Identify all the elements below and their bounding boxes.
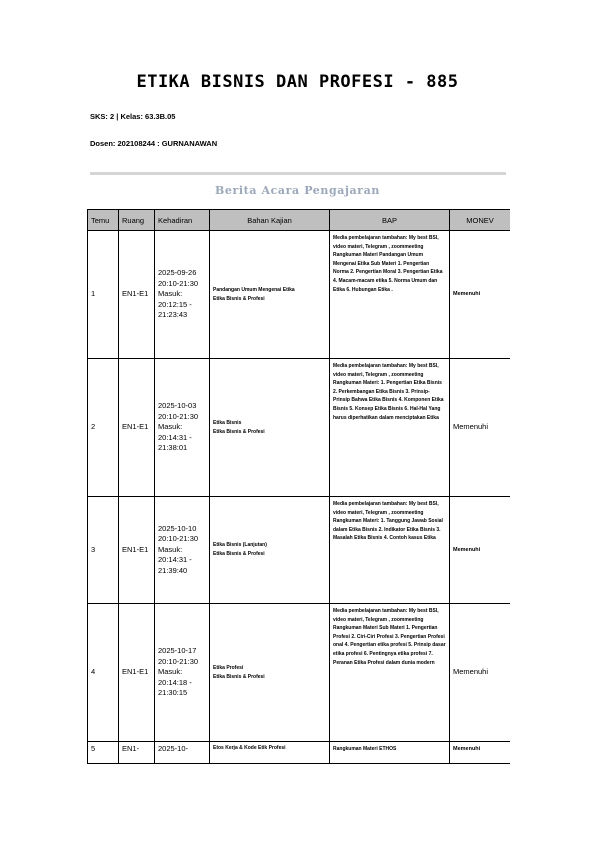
cell-ruang: EN1-E1: [119, 359, 155, 497]
cell-ruang: EN1-E1: [119, 231, 155, 359]
cell-temu: 2: [88, 359, 119, 497]
header-ruang: Ruang: [119, 210, 155, 231]
cell-temu: 5: [88, 742, 119, 764]
cell-ruang: EN1-: [119, 742, 155, 764]
cell-kehadiran: 2025-10-: [155, 742, 210, 764]
cell-ruang: EN1-E1: [119, 497, 155, 604]
cell-temu: 3: [88, 497, 119, 604]
cell-kehadiran: 2025-10-17 20:10-21:30 Masuk: 20:14:18 - 21:30:15: [155, 604, 210, 742]
table-row: [88, 604, 511, 742]
teaching-report-table: [87, 209, 510, 764]
table-row: [88, 231, 511, 359]
divider-rule: [90, 172, 506, 175]
cell-kehadiran: 2025-10-03 20:10-21:30 Masuk: 20:14:31 - 21:38:01: [155, 359, 210, 497]
header-kehadiran: Kehadiran: [155, 210, 210, 231]
cell-bahan-kajian: Etos Kerja & Kode Etik Profesi: [210, 742, 330, 764]
cell-bahan-kajian: Etika Bisnis Etika Bisnis & Profesi: [210, 359, 330, 497]
cell-bap: Media pembelajaran tambahan: My best BSI, video materi, Telegram , zoommeeting Rangkuman Materi: 1. Pengertian Etika Bisnis 2. Perkembangan Etika Bisnis 3. Prinsip-Prinsip Bahwa Etika Bisnis 4. Komponen Etika Bisnis 5. Konsep Etika Bisnis 6. Hal-Hal Yang harus diperhatikan dalam menciptakan Etika: [330, 359, 450, 497]
cell-bap: Media pembelajaran tambahan: My best BSI, video materi, Telegram , zoommeeting Rangkuman Materi Sub Materi 1. Pengertian Profesi 2. Ciri-Ciri Profesi 3. Pengertian Profesi onal 4. Pengertian etika profesi 5. Prinsip dasar etika profesi 6. Pentingnya etika profesi 7. Peranan Etika Profesi dalam dunia modern: [330, 604, 450, 742]
sks-class-line: SKS: 2 | Kelas: 63.3B.05: [90, 112, 176, 121]
cell-temu: 1: [88, 231, 119, 359]
table-row: [88, 497, 511, 604]
table-row: [88, 359, 511, 497]
cell-monev: Memenuhi: [450, 742, 511, 764]
cell-bap: Rangkuman Materi ETHOS: [330, 742, 450, 764]
cell-monev: Memenuhi: [450, 497, 511, 604]
header-monev: MONEV: [450, 210, 511, 231]
cell-bap: Media pembelajaran tambahan: My best BSI, video materi, Telegram , zoommeeting Rangkuman Materi: 1. Tanggung Jawab Sosial dalam Etika Bisnis 2. Indikator Etika Bisnis 3. Masalah Etika Bisnis 4. Contoh kasus Etika: [330, 497, 450, 604]
cell-bahan-kajian: Etika Bisnis (Lanjutan) Etika Bisnis & Profesi: [210, 497, 330, 604]
cell-ruang: EN1-E1: [119, 604, 155, 742]
cell-monev: Memenuhi: [450, 231, 511, 359]
header-bahan-kajian: Bahan Kajian: [210, 210, 330, 231]
section-title: Berita Acara Pengajaran: [214, 184, 381, 197]
document-title: ETIKA BISNIS DAN PROFESI - 885: [136, 72, 459, 92]
cell-kehadiran: 2025-09-26 20:10-21:30 Masuk: 20:12:15 - 21:23:43: [155, 231, 210, 359]
teaching-report-table-wrap: [87, 209, 510, 770]
cell-kehadiran: 2025-10-10 20:10-21:30 Masuk: 20:14:31 - 21:39:40: [155, 497, 210, 604]
header-bap: BAP: [330, 210, 450, 231]
cell-bap: Media pembelajaran tambahan: My best BSI, video materi, Telegram , zoommeeting Rangkuman Materi Pandangan Umum Mengenai Etika Sub Materi 1. Pengertian Norma 2. Pengertian Moral 3. Pengertian Etika 4. Macam-macam etika 5. Norma Umum dan Etika 6. Hubungan Etika .: [330, 231, 450, 359]
table-header-row: [88, 210, 511, 231]
cell-bahan-kajian: Etika Profesi Etika Bisnis & Profesi: [210, 604, 330, 742]
header-temu: Temu: [88, 210, 119, 231]
lecturer-line: Dosen: 202108244 : GURNANAWAN: [90, 139, 218, 148]
table-row: [88, 742, 511, 764]
cell-temu: 4: [88, 604, 119, 742]
cell-monev: Memenuhi: [450, 359, 511, 497]
cell-monev: Memenuhi: [450, 604, 511, 742]
cell-bahan-kajian: Pandangan Umum Mengenai Etika Etika Bisnis & Profesi: [210, 231, 330, 359]
